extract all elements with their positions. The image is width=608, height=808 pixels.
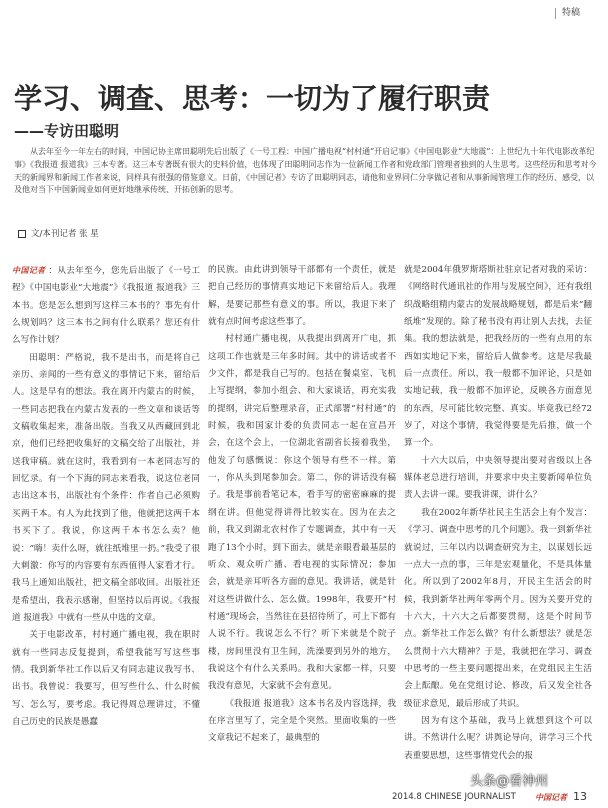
paragraph-text: ：从去年至今，您先后出版了《一号工程》《中国电影业“大地震”》《我报道 报道我》三本书。您是怎么想到写这样三本书的？事先有什么规划吗？这三本书之间有什么联系？您还有什么写作计划？ (12, 266, 200, 346)
paragraph: 就是2004年俄罗斯塔斯社驻京记者对我的采访：《网络时代通讯社的作用与发展空间》，还有我组织战略组精内蒙古的发展战略规划，都是后来“翻纸堆”发现的。除了秘书没有再让别人去找，去征集。我的想法就是，把我经历的一些有点用的东西如实地记下来，留给后人做参考。这是尽我最后一点责任。所以，我一般都不加评论，只是如实地记载，我一般都不加评论，反映各方面意见的东西，尽可能比较完整、真实。毕竟我已经72岁了，对这个事情，我觉得要是先后推，做一个算一个。 (404, 265, 592, 449)
paragraph: 的民族。由此讲到领导干部都有一个责任，就是把自己经历的事情真实地记下来留给后人。我理解，是要记那些有意义的事。所以，我退下来了就有点时间考虑这些事了。 (208, 265, 396, 328)
paragraph: 十六大以后，中央领导提出要对省级以上各媒体老总进行培训，并要求中央主要新闻单位负责人去讲一课。要我讲课，讲什么？ (404, 455, 592, 501)
body-column-1 (12, 262, 200, 782)
page-footer (0, 786, 608, 808)
paragraph: 我在2002年新华社民主生活会上有个发言：《学习、调查中思考的几个问题》。我一到新华社就说过，三年以内以调查研究为主，以谋划长远一点大一点的事，三年是宏观量化，不是具体量化。所以到了2002年8月，开民主生活会的时候，我到新华社两年零两个月。因为关要开党的十六大，十六大之后都要贯彻，这是个时间节点。新华社工作怎么做？有什么新想法？就是怎么贯彻十六大精神？于是，我就把在学习、调查中思考的一些主要问题提出来，在党组民主生活会上酝酿。免在党组讨论、修改，后又发全社各级征求意见，最后形成了共识。 (404, 507, 592, 709)
paragraph: 村村通广播电视，从我提出到离开广电，抓这项工作也就是三年多时间。其中的讲话或者不少文件，都是我自己写的。包括在餐桌室、飞机上写提纲，参加小组会、和大家谈话，再充实我的提纲，讲完后整理录音，正式部署“村村通”的时候，我和国家计委的负责同志一起在宣昌开会，在这个会上，一位湖北省副省长接着我坐，他发了句感慨说：你这个领导有些不一样。第一，你从头到尾参加会。第二，你的讲话没有稿子。我是事前看笔记本，看手写的密密麻麻的提纲在讲。但他觉得讲得比较实在。因为在去之前，我又到湖北农村作了专题调查，其中有一天跑了13个小时，到下面去，就是亲眼看最基层的听众、观众听广播、看电视的实际情况；参加会，就是亲耳听各方面的意见。我讲话，就是针对这些讲做什么、怎么做。1998年，我要开“村村通”现场会，当然往在县招待所了，可上下都有人说不行。我说怎么不行？听下来就是个院子楼，房间里没有卫生间，洗澡要到另外的地方，我说这个有什么关系吗。我和大家都一样，只要我没有意见，大家就不会有意见。 (208, 334, 396, 692)
square-bullet-icon (18, 230, 26, 238)
section-tag: 特稿 (555, 8, 580, 19)
paragraph: 因为有这个基础，我马上就想到这个可以讲。不然讲什么呢？讲舆论导向，讲学习三个代表重要思想，这些事情党代会的报 (404, 715, 592, 761)
paragraph (12, 262, 200, 350)
paragraph: 关于电影改革，村村通广播电视，我在职时就有一些同志反复提到，希望我能写写这些事情。我到新华社工作以后又有同志建议我写书、出书。我曾说：我要写，但写些什么、什么时候写、怎么写，要考虑。我记得周总理讲过，不懂自己历史的民族是愚蠢 (12, 630, 200, 727)
article-title: 学习、调查、思考：一切为了履行职责 (14, 82, 491, 115)
paragraph: 田聪明：严格说，我不是出书，而是将自己亲历、亲闻的一些有意义的事情记下来，留给后人。这是早有的想法。我在离开内蒙古的时候，一些同志把我在内蒙古发表的一些文章和谈话等文稿收集起来，准备出版。当我又从西藏回到北京，他们已经把收集好的文稿交给了出版社，并送我审稿。就在这时，我看到有一本老同志写的回忆录。有一个下海的同志来看我，说这位老同志出这本书，出版社有个条件：作者自己必须购买两千本。有人为此找到了他，他就把这两千本书买下了。我说，你这两千本书怎么卖？他说：“嗨！卖什么呀，就往纸堆里一扔。”我受了很大刺激：你写的内容要有东西值得人家看才行。我马上通知出版社，把文稿全部收回。出版社还是希望出，我表示感谢，但坚持以后再说。《我报道 报道我》中就有一些从中选的文章。 (12, 352, 200, 623)
footer-issue: 2014.8 CHINESE JOURNALIST (392, 792, 516, 802)
paragraph: 《我报道 报道我》这本书名及内容选择，我在序言里写了，完全是个突然。里面收集的一些文章我记不起来了，最典型的 (208, 698, 396, 744)
body-column-2 (208, 262, 396, 782)
page-number: 13 (573, 790, 587, 803)
article-lead: 从去年至今一年左右的时间，中国记协主席田聪明先后出版了《一号工程：中国广播电视“村村通”开启记事》《中国电影业“大地震”：上世纪九十年代电影改革纪事》《我报道 报道我》三本专著。这三本专著既有很大的史料价值，也体现了田聪明同志作为一位新闻工作者和党政部门管理者独到的人生思考。这些经历和思考对今天的新闻界和新闻工作者来说，同样具有很强的借鉴意义。日前，《中国记者》专访了田聪明同志，请他和业界同仁分享做记者和从事新闻管理工作的经历、感受，以及他对当下中国新闻业如何更好地继承传统、开拓创新的思考。 (14, 147, 597, 195)
byline-text: 文/本刊记者 张 星 (31, 229, 99, 239)
body-column-3 (404, 262, 592, 782)
footer-magazine-logo: 中国记者 (535, 792, 567, 802)
magazine-logo-inline: 中国记者 (12, 265, 46, 275)
byline (18, 227, 99, 239)
article-subtitle: ——专访田聪明 (14, 122, 120, 140)
watermark: 头条@看神州 (470, 774, 549, 789)
